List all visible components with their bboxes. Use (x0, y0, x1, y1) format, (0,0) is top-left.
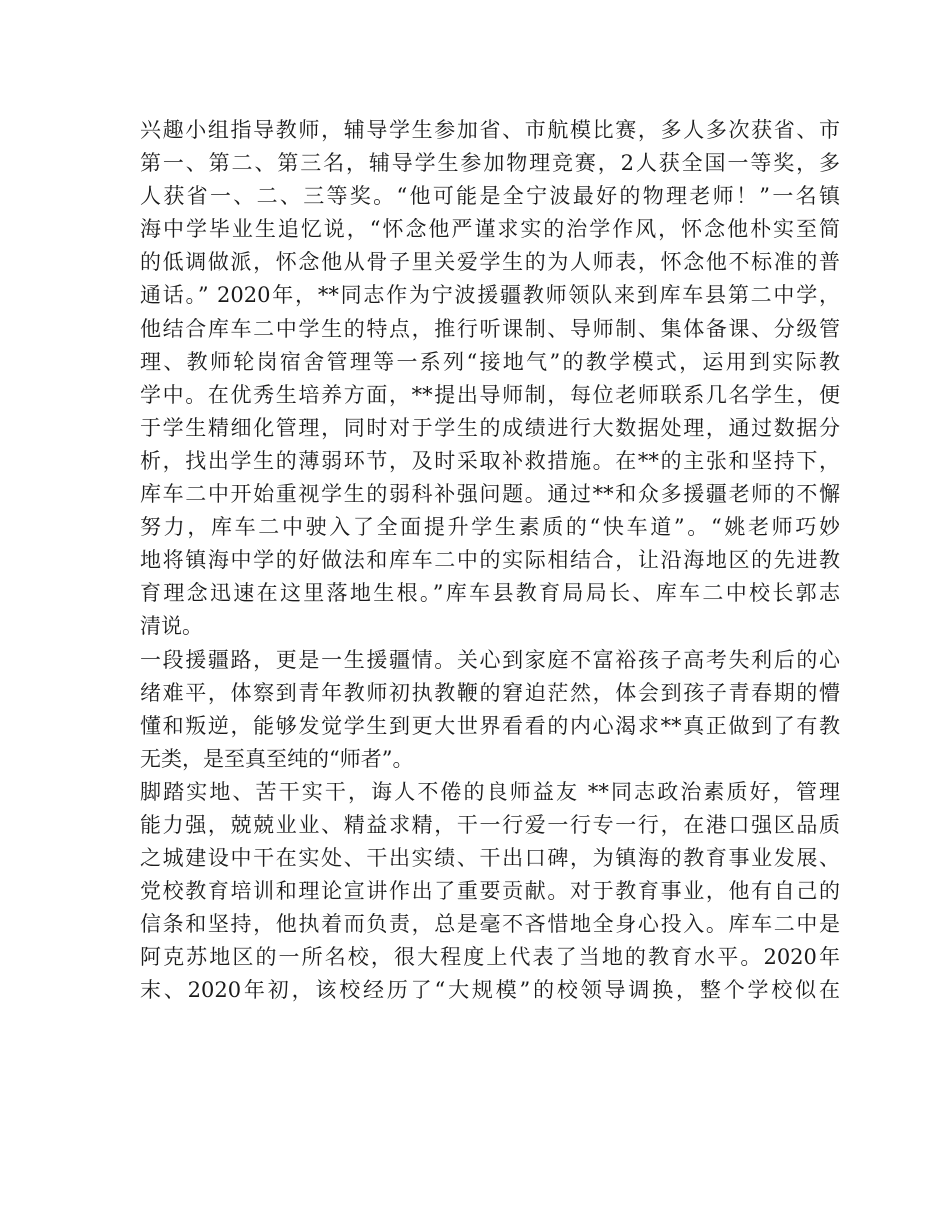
text-line: 通话。” 2020年，**同志作为宁波援疆教师领队来到库车县第二中学， (140, 283, 840, 308)
text-line: 信条和坚持，他执着而负责，总是毫不吝惜地全身心投入。库车二中是 (140, 912, 840, 937)
text-line: 的低调做派，怀念他从骨子里关爱学生的为人师表，怀念他不标准的普 (140, 250, 840, 275)
text-line: 理、教师轮岗宿舍管理等一系列“接地气”的教学模式，运用到实际教 (140, 349, 840, 374)
text-line: 析，找出学生的薄弱环节，及时采取补救措施。在**的主张和坚持下， (140, 448, 840, 473)
text-line: 于学生精细化管理，同时对于学生的成绩进行大数据处理，通过数据分 (140, 415, 840, 440)
text-line: 能力强，兢兢业业、精益求精，干一行爱一行专一行，在港口强区品质 (140, 812, 840, 837)
text-line: 之城建设中干在实处、干出实绩、干出口碑，为镇海的教育事业发展、 (140, 846, 840, 871)
text-line: 无类，是至真至纯的“师者”。 (140, 746, 414, 771)
text-line: 党校教育培训和理论宣讲作出了重要贡献。对于教育事业，他有自己的 (140, 879, 840, 904)
text-line: 兴趣小组指导教师，辅导学生参加省、市航模比赛，多人多次获省、市 (140, 118, 840, 142)
text-line: 育理念迅速在这里落地生根。”库车县教育局局长、库车二中校长郭志 (140, 581, 840, 606)
text-line: 人获省一、二、三等奖。“他可能是全宁波最好的物理老师！”一名镇 (140, 184, 840, 209)
text-line: 学中。在优秀生培养方面，**提出导师制，每位老师联系几名学生，便 (140, 382, 840, 407)
text-line: 阿克苏地区的一所名校，很大程度上代表了当地的教育水平。2020年 (140, 945, 840, 970)
text-line: 脚踏实地、苦干实干，诲人不倦的良师益友 **同志政治素质好，管理 (140, 779, 840, 804)
text-line: 绪难平，体察到青年教师初执教鞭的窘迫茫然，体会到孩子青春期的懵 (140, 680, 840, 705)
text-line: 末、2020年初，该校经历了“大规模”的校领导调换，整个学校似在 (140, 978, 840, 1003)
text-line: 懂和叛逆，能够发觉学生到更大世界看看的内心渴求**真正做到了有教 (140, 713, 840, 738)
text-line: 第一、第二、第三名，辅导学生参加物理竞赛，2人获全国一等奖，多 (140, 151, 840, 176)
body-text (140, 114, 840, 1008)
text-line: 他结合库车二中学生的特点，推行听课制、导师制、集体备课、分级管 (140, 316, 840, 341)
text-line: 努力，库车二中驶入了全面提升学生素质的“快车道”。“姚老师巧妙 (140, 515, 840, 540)
text-line: 地将镇海中学的好做法和库车二中的实际相结合，让沿海地区的先进教 (140, 548, 840, 573)
text-line: 一段援疆路，更是一生援疆情。关心到家庭不富裕孩子高考失利后的心 (140, 647, 840, 672)
text-line: 海中学毕业生追忆说，“怀念他严谨求实的治学作风，怀念他朴实至简 (140, 217, 840, 242)
text-line: 清说。 (140, 614, 203, 639)
text-line: 库车二中开始重视学生的弱科补强问题。通过**和众多援疆老师的不懈 (140, 482, 840, 507)
